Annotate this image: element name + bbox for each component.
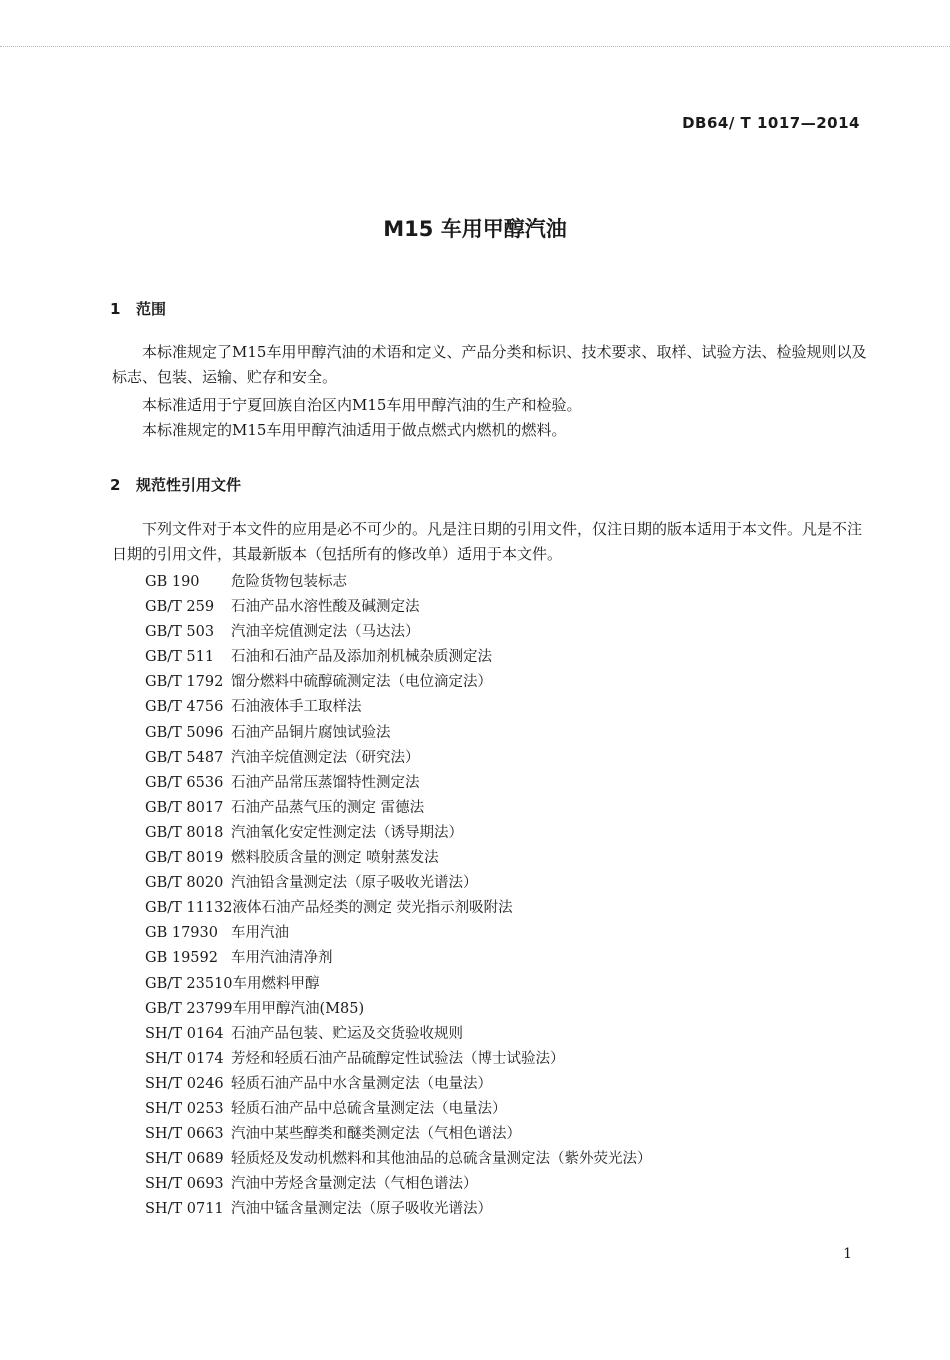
reference-title: 轻质石油产品中总硫含量测定法（电量法）: [231, 1100, 507, 1117]
reference-code: SH/T 0174: [145, 1050, 224, 1067]
reference-item: [145, 896, 652, 921]
section-number: 1: [110, 300, 121, 318]
reference-code: GB/T 8018: [145, 824, 224, 841]
reference-item: [145, 821, 652, 846]
reference-title: 轻质石油产品中水含量测定法（电量法）: [231, 1075, 492, 1092]
reference-code: GB 19592: [145, 950, 218, 967]
reference-item: [145, 771, 652, 796]
references-intro-paragraph: 下列文件对于本文件的应用是必不可少的。凡是注日期的引用文件，仅注日期的版本适用于本文件。凡是不注日期的引用文件，其最新版本（包括所有的修改单）适用于本文件。: [112, 520, 863, 563]
reference-item: [145, 946, 652, 971]
reference-title: 汽油辛烷值测定法（马达法）: [231, 624, 420, 641]
reference-title: 汽油铅含量测定法（原子吸收光谱法）: [231, 875, 478, 892]
reference-code: GB/T 511: [145, 649, 215, 666]
reference-item: [145, 921, 652, 946]
scope-paragraph-2: 本标准适用于宁夏回族自治区内M15车用甲醇汽油的生产和检验。: [142, 396, 582, 414]
reference-title: 车用汽油清净剂: [231, 950, 333, 967]
reference-item: [145, 746, 652, 771]
scope-paragraph-1: 本标准规定了M15车用甲醇汽油的术语和定义、产品分类和标识、技术要求、取样、试验方法、检验规则以及标志、包装、运输、贮存和安全。: [112, 343, 867, 386]
reference-title: 石油产品常压蒸馏特性测定法: [231, 774, 420, 791]
reference-code: SH/T 0693: [145, 1176, 224, 1193]
reference-code: GB/T 6536: [145, 774, 224, 791]
scope-paragraph-3: 本标准规定的M15车用甲醇汽油适用于做点燃式内燃机的燃料。: [142, 421, 567, 439]
reference-item: [145, 1172, 652, 1197]
reference-code: GB/T 8019: [145, 850, 224, 867]
reference-item: [145, 695, 652, 720]
section-title: 规范性引用文件: [136, 476, 242, 494]
reference-title: 汽油中芳烃含量测定法（气相色谱法）: [231, 1176, 478, 1193]
reference-title: 液体石油产品烃类的测定 荧光指示剂吸附法: [232, 900, 513, 917]
reference-list: [145, 570, 652, 1222]
scan-border-line: [0, 46, 950, 47]
reference-code: GB/T 23510: [145, 975, 233, 992]
reference-title: 石油产品铜片腐蚀试验法: [231, 724, 391, 741]
section-heading-normative-references: [110, 474, 241, 495]
reference-title: 石油液体手工取样法: [231, 699, 362, 716]
reference-item: [145, 997, 652, 1022]
reference-code: SH/T 0246: [145, 1075, 224, 1092]
reference-code: GB/T 8020: [145, 875, 224, 892]
reference-code: SH/T 0663: [145, 1126, 224, 1143]
reference-title: 汽油辛烷值测定法（研究法）: [231, 749, 420, 766]
reference-code: GB 17930: [145, 925, 218, 942]
reference-code: GB/T 503: [145, 624, 215, 641]
reference-title: 石油产品水溶性酸及碱测定法: [231, 599, 420, 616]
reference-code: GB/T 1792: [145, 674, 224, 691]
reference-item: [145, 796, 652, 821]
reference-code: SH/T 0711: [145, 1201, 224, 1218]
reference-title: 车用汽油: [231, 925, 289, 942]
reference-code: GB/T 23799: [145, 1000, 233, 1017]
reference-title: 燃料胶质含量的测定 喷射蒸发法: [231, 850, 439, 867]
reference-title: 汽油中某些醇类和醚类测定法（气相色谱法）: [231, 1126, 521, 1143]
reference-code: GB/T 8017: [145, 799, 224, 816]
reference-code: GB/T 5487: [145, 749, 224, 766]
reference-item: [145, 721, 652, 746]
reference-item: [145, 1047, 652, 1072]
reference-item: [145, 620, 652, 645]
reference-item: [145, 645, 652, 670]
section-number: 2: [110, 476, 121, 494]
document-title: M15 车用甲醇汽油: [383, 217, 567, 241]
reference-item: [145, 1072, 652, 1097]
reference-item: [145, 1022, 652, 1047]
reference-title: 汽油中锰含量测定法（原子吸收光谱法）: [231, 1201, 492, 1218]
reference-title: 汽油氧化安定性测定法（诱导期法）: [231, 824, 463, 841]
standard-number: DB64/ T 1017—2014: [682, 114, 860, 132]
reference-item: [145, 570, 652, 595]
reference-title: 危险货物包装标志: [231, 574, 347, 590]
reference-title: 馏分燃料中硫醇硫测定法（电位滴定法）: [231, 674, 492, 691]
reference-code: GB/T 5096: [145, 724, 224, 741]
reference-title: 石油产品包装、贮运及交货验收规则: [231, 1025, 463, 1042]
reference-item: [145, 1097, 652, 1122]
reference-title: 车用甲醇汽油(M85): [232, 1000, 365, 1017]
reference-item: [145, 871, 652, 896]
reference-item: [145, 1147, 652, 1172]
reference-code: SH/T 0164: [145, 1025, 224, 1042]
reference-item: [145, 972, 652, 997]
reference-item: [145, 1197, 652, 1222]
reference-title: 石油和石油产品及添加剂机械杂质测定法: [231, 649, 492, 666]
reference-code: GB/T 259: [145, 599, 215, 616]
reference-title: 石油产品蒸气压的测定 雷德法: [231, 799, 425, 816]
section-heading-scope: [110, 298, 166, 319]
reference-item: [145, 670, 652, 695]
reference-code: GB 190: [145, 574, 200, 590]
reference-code: SH/T 0253: [145, 1100, 224, 1117]
reference-item: [145, 846, 652, 871]
reference-title: 芳烃和轻质石油产品硫醇定性试验法（博士试验法）: [231, 1050, 565, 1067]
reference-code: GB/T 4756: [145, 699, 224, 716]
reference-title: 车用燃料甲醇: [232, 975, 320, 992]
page-number: 1: [843, 1246, 852, 1262]
reference-item: [145, 1122, 652, 1147]
reference-title: 轻质烃及发动机燃料和其他油品的总硫含量测定法（紫外荧光法）: [231, 1151, 652, 1168]
reference-code: SH/T 0689: [145, 1151, 224, 1168]
section-title: 范围: [136, 300, 167, 318]
reference-item: [145, 595, 652, 620]
reference-code: GB/T 11132: [145, 900, 233, 917]
